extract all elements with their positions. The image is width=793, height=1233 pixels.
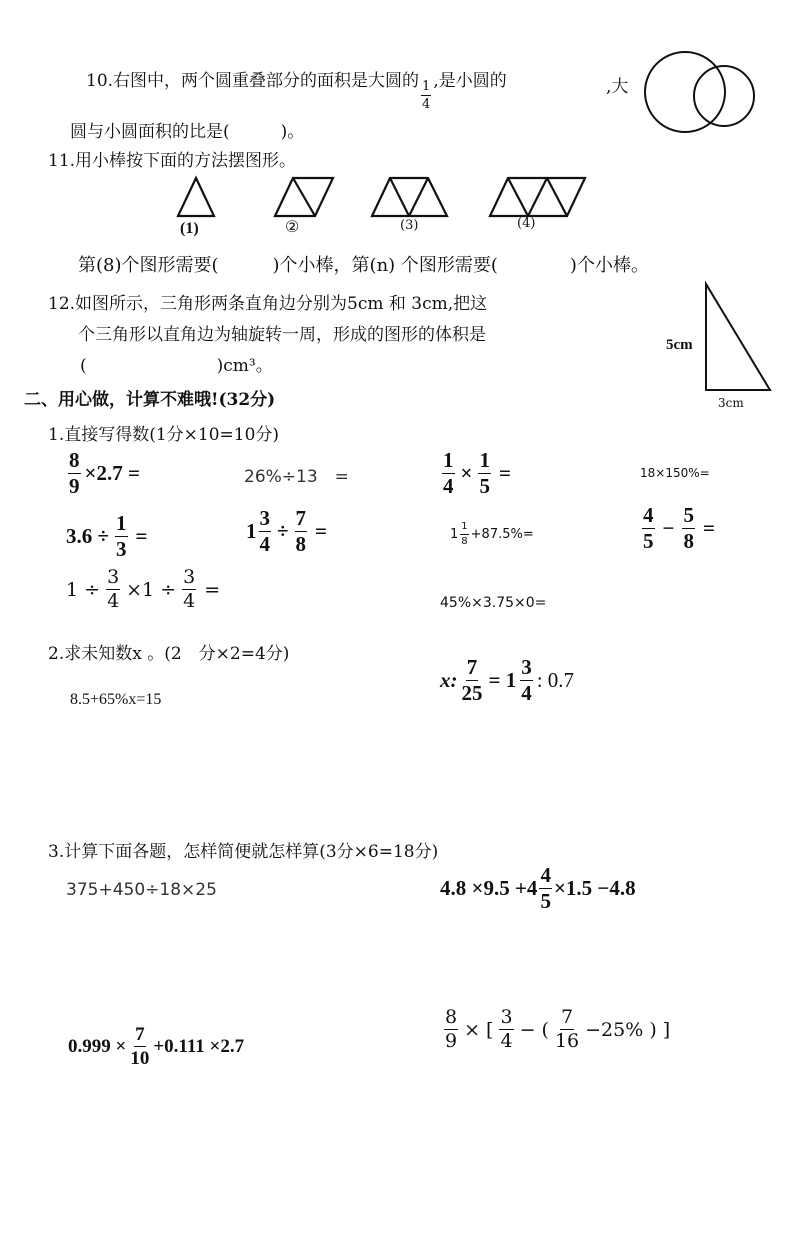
fraction: $\frac{7}{25}$ xyxy=(461,655,483,705)
expr-2: 26%÷13 = xyxy=(244,467,349,487)
part1-title: 1.直接写得数(1分×10=10分) xyxy=(48,425,280,445)
calc-4: $\frac{8}{9}$ × [ $\frac{3}{4}$ − ( $\frac{7}{16}$ −25% ) ] xyxy=(445,1006,671,1052)
part2-title: 2.求未知数x 。(2 分×2=4分) xyxy=(48,644,290,664)
figure-label-2: ② xyxy=(285,217,300,236)
expr-6: 1 $\frac{3}{4}$ ÷ $\frac{7}{8}$ = xyxy=(246,506,327,556)
q12-line3: ( )cm³。 xyxy=(80,356,273,376)
fraction: $\frac{3}{4}$ xyxy=(183,566,196,612)
q11-question: 第(8)个图形需要( )个小棒，第(n) 个图形需要( )个小棒。 xyxy=(78,255,649,276)
q10-line2: 圆与小圆面积的比是( )。 xyxy=(70,122,305,142)
equation-1: 8.5+65%x=15 xyxy=(70,691,162,708)
q11-title: 11.用小棒按下面的方法摆图形。 xyxy=(48,151,297,171)
expr-3: $\frac{1}{4}$ × $\frac{1}{5}$ = xyxy=(443,448,511,498)
fraction: $\frac{7}{16}$ xyxy=(554,1006,580,1052)
part3-title: 3.计算下面各题，怎样简便就怎样算(3分×6=18分) xyxy=(48,842,439,862)
side-label-3cm: 3cm xyxy=(718,396,744,410)
fraction: $\frac{3}{4}$ xyxy=(107,566,120,612)
calc-1: 375+450÷18×25 xyxy=(66,880,217,900)
large-circle xyxy=(645,52,725,132)
calc-2: 4.8 ×9.5 +4 $\frac{4}{5}$ ×1.5 −4.8 xyxy=(440,863,636,913)
fraction: $\frac{1}{8}$ xyxy=(461,521,468,547)
expr-5: 3.6 ÷ $\frac{1}{3}$ = xyxy=(66,511,148,561)
section-2-title: 二、用心做，计算不难哦!(32分) xyxy=(24,390,276,410)
q12-line2: 个三角形以直角边为轴旋转一周，形成的图形的体积是 xyxy=(78,325,486,345)
expr-7: 1 $\frac{1}{8}$ +87.5%= xyxy=(450,521,534,547)
expr-9: 1 ÷ $\frac{3}{4}$ ×1 ÷ $\frac{3}{4}$ = xyxy=(66,566,221,612)
q10-continuation: ,大 xyxy=(606,77,629,97)
expr-4: 18×150%= xyxy=(640,466,710,480)
fraction: $\frac{8}{9}$ xyxy=(445,1006,458,1052)
fraction: $\frac{1}{5}$ xyxy=(479,448,490,498)
expr-8: $\frac{4}{5}$ − $\frac{5}{8}$ = xyxy=(643,503,715,553)
side-label-5cm: 5cm xyxy=(666,337,693,353)
stick-triangles-figure xyxy=(170,172,600,222)
figure-label-4: (4) xyxy=(517,216,536,231)
fraction: $\frac{4}{5}$ xyxy=(643,503,654,553)
fraction: $\frac{7}{8}$ xyxy=(295,506,307,556)
fraction: $\frac{4}{5}$ xyxy=(540,863,551,913)
triangle-figure-3 xyxy=(372,178,447,216)
figure-label-1: (1) xyxy=(180,220,199,237)
expr-10: 45%×3.75×0= xyxy=(440,595,547,611)
fraction: $\frac{3}{4}$ xyxy=(521,655,532,705)
fraction: $\frac{3}{4}$ xyxy=(500,1006,513,1052)
q12-line1: 12.如图所示，三角形两条直角边分别为5cm 和 3cm,把这 xyxy=(48,294,488,314)
overlapping-circles-figure xyxy=(640,50,770,140)
calc-3: 0.999 × $\frac{7}{10}$ +0.111 ×2.7 xyxy=(68,1024,245,1069)
fraction: $\frac{1}{4}$ xyxy=(443,448,454,498)
right-triangle-figure xyxy=(700,282,775,394)
fraction: $\frac{8}{9}$ xyxy=(69,448,80,498)
fraction: $\frac{1}{3}$ xyxy=(116,511,127,561)
figure-label-3: (3) xyxy=(400,218,419,233)
fraction: $\frac{1}{4}$ xyxy=(422,79,431,112)
q10-line1: 10.右图中，两个圆重叠部分的面积是大圆的 $\frac{1}{4}$ ,是小圆的 xyxy=(86,71,507,112)
fraction: $\frac{3}{4}$ xyxy=(259,506,270,556)
fraction: $\frac{7}{10}$ xyxy=(130,1024,150,1069)
expr-1: $\frac{8}{9}$ ×2.7 = xyxy=(69,448,140,498)
fraction: $\frac{5}{8}$ xyxy=(683,503,694,553)
triangle-figure-1 xyxy=(178,178,214,216)
equation-2: x: $\frac{7}{25}$ = 1 $\frac{3}{4}$ : 0.7 xyxy=(440,655,575,705)
